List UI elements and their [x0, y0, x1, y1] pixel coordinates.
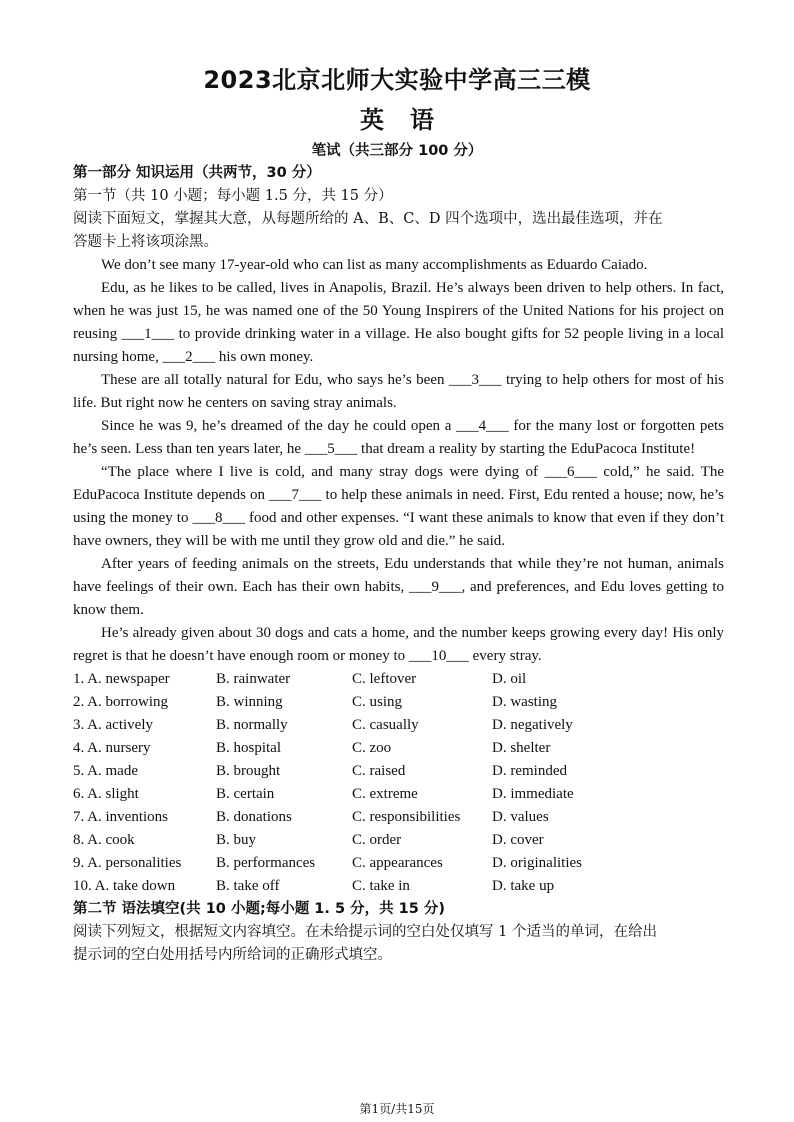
options-table: [73, 668, 724, 898]
passage-paragraph-2: Edu, as he likes to be called, lives in Anapolis, Brazil. He’s always been driven to help others. In fact, when he was just 15, he was named one of the 50 Young Inspirers of the United Nations for his project on reusing ___1___ to provide drinking water in a village. He also bought gifts for 52 people living in a local nursing home, ___2___ his own money.: [73, 280, 724, 365]
option-b: B. hospital: [216, 740, 282, 756]
passage-paragraph-7: He’s already given about 30 dogs and cats a home, and the number keeps growing every day! His only regret is that he doesn’t have enough room or money to ___10___ every stray.: [73, 625, 724, 664]
passage-paragraph-4: Since he was 9, he’s dreamed of the day he could open a ___4___ for the many lost or forgotten pets he’s seen. Less than ten years later, he ___5___ that dream a reality by starting the EduPacoca Institute!: [73, 418, 724, 457]
passage-paragraph-3: These are all totally natural for Edu, who says he’s been ___3___ trying to help others for most of his life. But right now he centers on saving stray animals.: [73, 372, 724, 411]
option-c: C. raised: [352, 763, 406, 779]
subject-title: 英语: [360, 106, 460, 134]
option-b: B. donations: [216, 809, 292, 825]
option-b: B. rainwater: [216, 671, 291, 687]
option-a: 7. A. inventions: [73, 809, 169, 825]
option-d: D. immediate: [492, 786, 574, 802]
passage-paragraph-5: “The place where I live is cold, and many stray dogs were dying of ___6___ cold,” he said. The EduPacoca Institute depends on ___7___ to help these animals in need. First, Edu rented a house; now, he’s using the money to ___8___ food and other expenses. “I want these animals to know that even if they don’t have owners, they will be with me until they grow old and die.” he said.: [73, 464, 724, 549]
question-row: [73, 714, 724, 737]
option-d: D. reminded: [492, 763, 567, 779]
option-c: C. leftover: [352, 671, 417, 687]
option-d: D. negatively: [492, 717, 573, 733]
option-b: B. certain: [216, 786, 275, 802]
section1-heading: 第一节（共 10 小题；每小题 1.5 分，共 15 分）: [73, 188, 393, 204]
page-number: 第1页/共15页: [359, 1102, 435, 1116]
exam-title: 2023北京北师大实验中学高三三模: [203, 66, 591, 94]
option-a: 8. A. cook: [73, 832, 135, 848]
option-a: 4. A. nursery: [73, 740, 151, 756]
part1-heading: 第一部分 知识运用（共两节，30 分）: [73, 165, 321, 181]
option-c: C. casually: [352, 717, 419, 733]
question-row: [73, 737, 724, 760]
option-a: 2. A. borrowing: [73, 694, 168, 710]
option-b: B. buy: [216, 832, 257, 848]
option-c: C. take in: [352, 878, 410, 894]
exam-content: [73, 162, 724, 967]
question-row: [73, 668, 724, 691]
section2-heading: 第二节 语法填空(共 10 小题;每小题 1. 5 分，共 15 分): [73, 901, 445, 917]
question-row: [73, 875, 724, 898]
section2-instructions-line1: 阅读下列短文，根据短文内容填空。在未给提示词的空白处仅填写 1 个适当的单词，在给出: [73, 924, 657, 940]
option-a: 6. A. slight: [73, 786, 139, 802]
option-a: 5. A. made: [73, 763, 138, 779]
option-a: 1. A. newspaper: [73, 671, 170, 687]
option-d: D. oil: [492, 671, 527, 687]
option-c: C. extreme: [352, 786, 418, 802]
option-b: B. brought: [216, 763, 281, 779]
question-row: [73, 806, 724, 829]
passage-paragraph-1: We don’t see many 17-year-old who can list as many accomplishments as Eduardo Caiado.: [101, 257, 648, 273]
section1-instructions-line1: 阅读下面短文，掌握其大意，从每题所给的 A、B、C、D 四个选项中，选出最佳选项，并在: [73, 211, 663, 227]
passage-paragraph-6: After years of feeding animals on the streets, Edu understands that while they’re not human, animals have feelings of their own. Each has their own habits, ___9___, and preferences, and Edu loves getting to know them.: [73, 556, 724, 618]
question-row: [73, 829, 724, 852]
question-row: [73, 760, 724, 783]
option-c: C. using: [352, 694, 403, 710]
option-b: B. winning: [216, 694, 283, 710]
question-row: [73, 852, 724, 875]
option-b: B. normally: [216, 717, 288, 733]
option-c: C. responsibilities: [352, 809, 461, 825]
option-d: D. values: [492, 809, 549, 825]
section2-instructions-line2: 提示词的空白处用括号内所给词的正确形式填空。: [73, 947, 392, 963]
option-d: D. take up: [492, 878, 555, 894]
option-a: 3. A. actively: [73, 717, 153, 733]
option-c: C. zoo: [352, 740, 392, 756]
option-b: B. take off: [216, 878, 280, 894]
section1-instructions-line2: 答题卡上将该项涂黑。: [73, 234, 218, 250]
question-row: [73, 691, 724, 714]
option-d: D. wasting: [492, 694, 557, 710]
option-a: 9. A. personalities: [73, 855, 182, 871]
option-d: D. shelter: [492, 740, 551, 756]
option-c: C. appearances: [352, 855, 443, 871]
exam-info: 笔试（共三部分 100 分）: [311, 143, 483, 159]
option-b: B. performances: [216, 855, 316, 871]
option-c: C. order: [352, 832, 402, 848]
option-d: D. cover: [492, 832, 544, 848]
question-row: [73, 783, 724, 806]
option-d: D. originalities: [492, 855, 582, 871]
option-a: 10. A. take down: [73, 878, 176, 894]
